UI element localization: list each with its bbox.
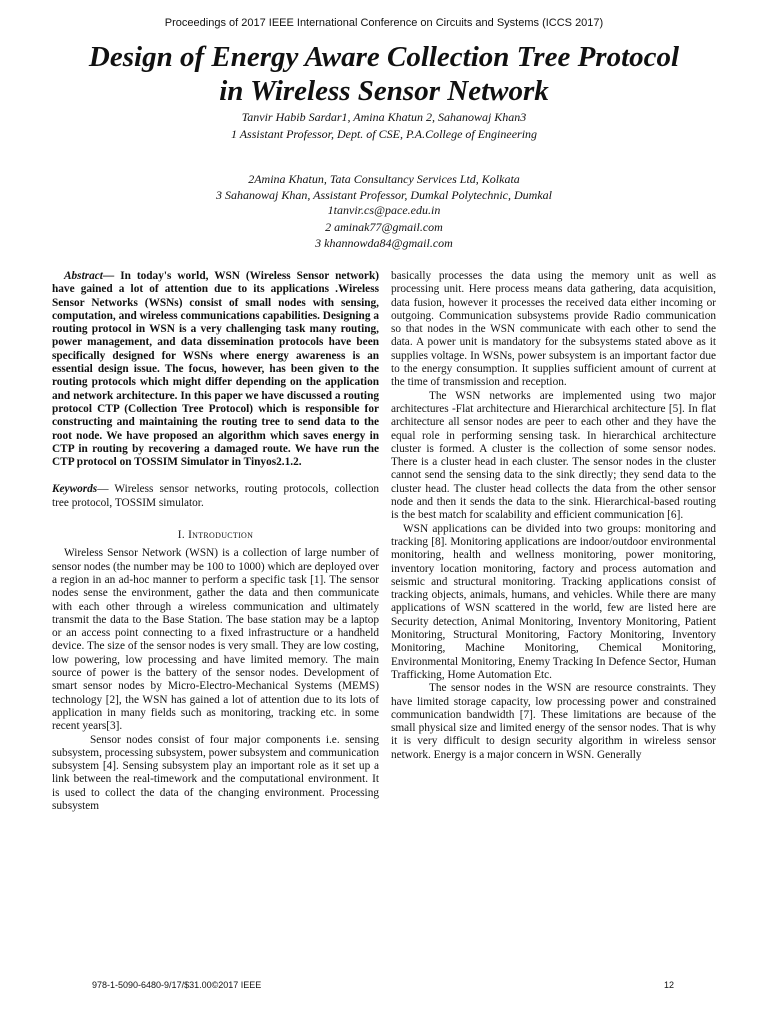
intro-paragraph-1: Wireless Sensor Network (WSN) is a collection of large number of sensor nodes (the number may be 100 to 1000) which are deployed over a region in an ad-hoc manner to perform a specific task [1]. The sensor nodes sense the environment, gather the data and then communicate with each other through a wireless communication and ultimately transmit the data to the Base Station. The base station may be a laptop or an access point connecting to a fixed infrastructure or a handheld device. The size of the sensor nodes is very small. They are low costing, low powering, low processing and have limited memory. The main source of power is the battery of the sensor nodes. Development of smart sensor nodes by Micro-Electro-Mechanical Systems (MEMS) technology [2], the WSN has gained a lot of attention due to its lots of application in many fields such as monitoring, tracking etc. in some recent years[3].: [52, 547, 379, 733]
email-1: 1tanvir.cs@pace.edu.in: [327, 203, 441, 217]
section-heading-introduction: I. Introduction: [177, 529, 254, 542]
title-line-2: in Wireless Sensor Network: [219, 75, 549, 107]
paper-title: [20, 40, 748, 108]
title-line-1: Design of Energy Aware Collection Tree Protocol: [88, 41, 680, 73]
affiliation-2: 2Amina Khatun, Tata Consultancy Services Ltd, Kolkata: [248, 172, 520, 186]
keywords: [52, 483, 379, 510]
right-paragraph-4: The sensor nodes in the WSN are resource constraints. They have limited storage capacity, low processing power and constrained communication bandwidth [7]. These limitations are because of the small physical size and limited energy of the sensor nodes. That is why it is very difficult to design security algorithm in wireless sensor network. Energy is a major concern in WSN. Generally: [391, 682, 716, 761]
email-2: 2 aminak77@gmail.com: [325, 220, 443, 234]
abstract: [52, 270, 379, 469]
affiliation-1: 1 Assistant Professor, Dept. of CSE, P.A.College of Engineering: [230, 127, 538, 141]
right-paragraph-2: The WSN networks are implemented using two major architectures -Flat architecture and Hierarchical architecture [5]. In flat architecture all sensor nodes are peer to each other and they have the equal role in performing sensing task. In hierarchical architecture cluster is formed. A cluster is the collection of some sensor nodes. There is a cluster head in each cluster. The sensor nodes in the cluster cannot send the sensing data to the sink directly; they send data to the cluster head. The cluster head collects the data from the other sensor node and then it sends the data to the sink. Hierarchical-based routing is the best match for scalability and efficient communication [6].: [391, 389, 716, 522]
affiliation-3: 3 Sahanowaj Khan, Assistant Professor, Dumkal Polytechnic, Dumkal: [216, 188, 552, 202]
footer-copyright: 978-1-5090-6480-9/17/$31.00©2017 IEEE: [92, 980, 262, 990]
right-paragraph-3: WSN applications can be divided into two groups: monitoring and tracking [8]. Monitoring applications are indoor/outdoor environmental monitoring, health and wellness monitoring, power monitoring, inventory location monitoring, factory and process automation and seismic and structural monitoring. Tracking applications consist of tracking objects, animals, humans, and vehicles. While there are many applications of WSN scattered in the world, few are listed here are Security detection, Animal Monitoring, Inventory Monitoring, Patient Monitoring, Structural Monitoring, Factory Monitoring, Inventory Monitoring, Machine Monitoring, Chemical Monitoring, Environmental Monitoring, Enemy Tracking In Defence Sector, Human Trafficking, Home Automation Etc.: [391, 522, 716, 681]
right-column: [391, 270, 716, 762]
intro-paragraph-2: Sensor nodes consist of four major components i.e. sensing subsystem, processing subsystem, power subsystem and communication subsystem [4]. Sensing subsystem play an important role as it set up a link between the real-timework and the computational environment. It is used to collect the data of the changing environment. Processing subsystem: [52, 733, 379, 812]
page-number: 12: [664, 980, 675, 990]
abstract-label: Abstract: [64, 270, 103, 282]
conference-header: Proceedings of 2017 IEEE International Conference on Circuits and Systems (ICCS 2017): [164, 17, 604, 29]
email-3: 3 khannowda84@gmail.com: [315, 236, 453, 250]
keywords-label: Keywords: [52, 483, 98, 496]
abstract-text: — In today's world, WSN (Wireless Sensor network) have gained a lot of attention due to its applications .Wireless Sensor Networks (WSNs) consist of small nodes with sensing, computation, and wireless communications capabilities. Designing a routing protocol in WSN is a very challenging task many routing, power management, and data dissemination protocols have been specifically designed for WSNs where energy awareness is an essential design issue. The focus, however, has been given to the routing protocols which might differ depending on the application and network architecture. In this paper we have discussed a routing protocol CTP (Collection Tree Protocol) which is responsible for constructing and maintaining the routing tree to send data to the root node. We have proposed an algorithm which saves energy in CTP in routing by recovering a damaged route. We have run the CTP protocol on TOSSIM Simulator in Tinyos2.1.2.: [52, 270, 379, 469]
right-paragraph-1: basically processes the data using the memory unit as well as processing unit. Here process means data gathering, data acquisition, data fusion, however it processes the received data either incoming or outgoing. Communication subsystems provide Radio communication so that nodes in the WSN communicate with each other to send the data. A power unit is mandatory for the subsystems stated above as it supplies voltage. In WSNs, power subsystem is an important factor due to the energy consumption. It supplies sufficient amount of current at the time of transmission and reception.: [391, 270, 716, 389]
author-names: Tanvir Habib Sardar1, Amina Khatun 2, Sahanowaj Khan3: [241, 110, 527, 124]
keywords-text: — Wireless sensor networks, routing protocols, collection tree protocol, TOSSIM simulator.: [52, 483, 379, 509]
left-column: [52, 270, 379, 813]
